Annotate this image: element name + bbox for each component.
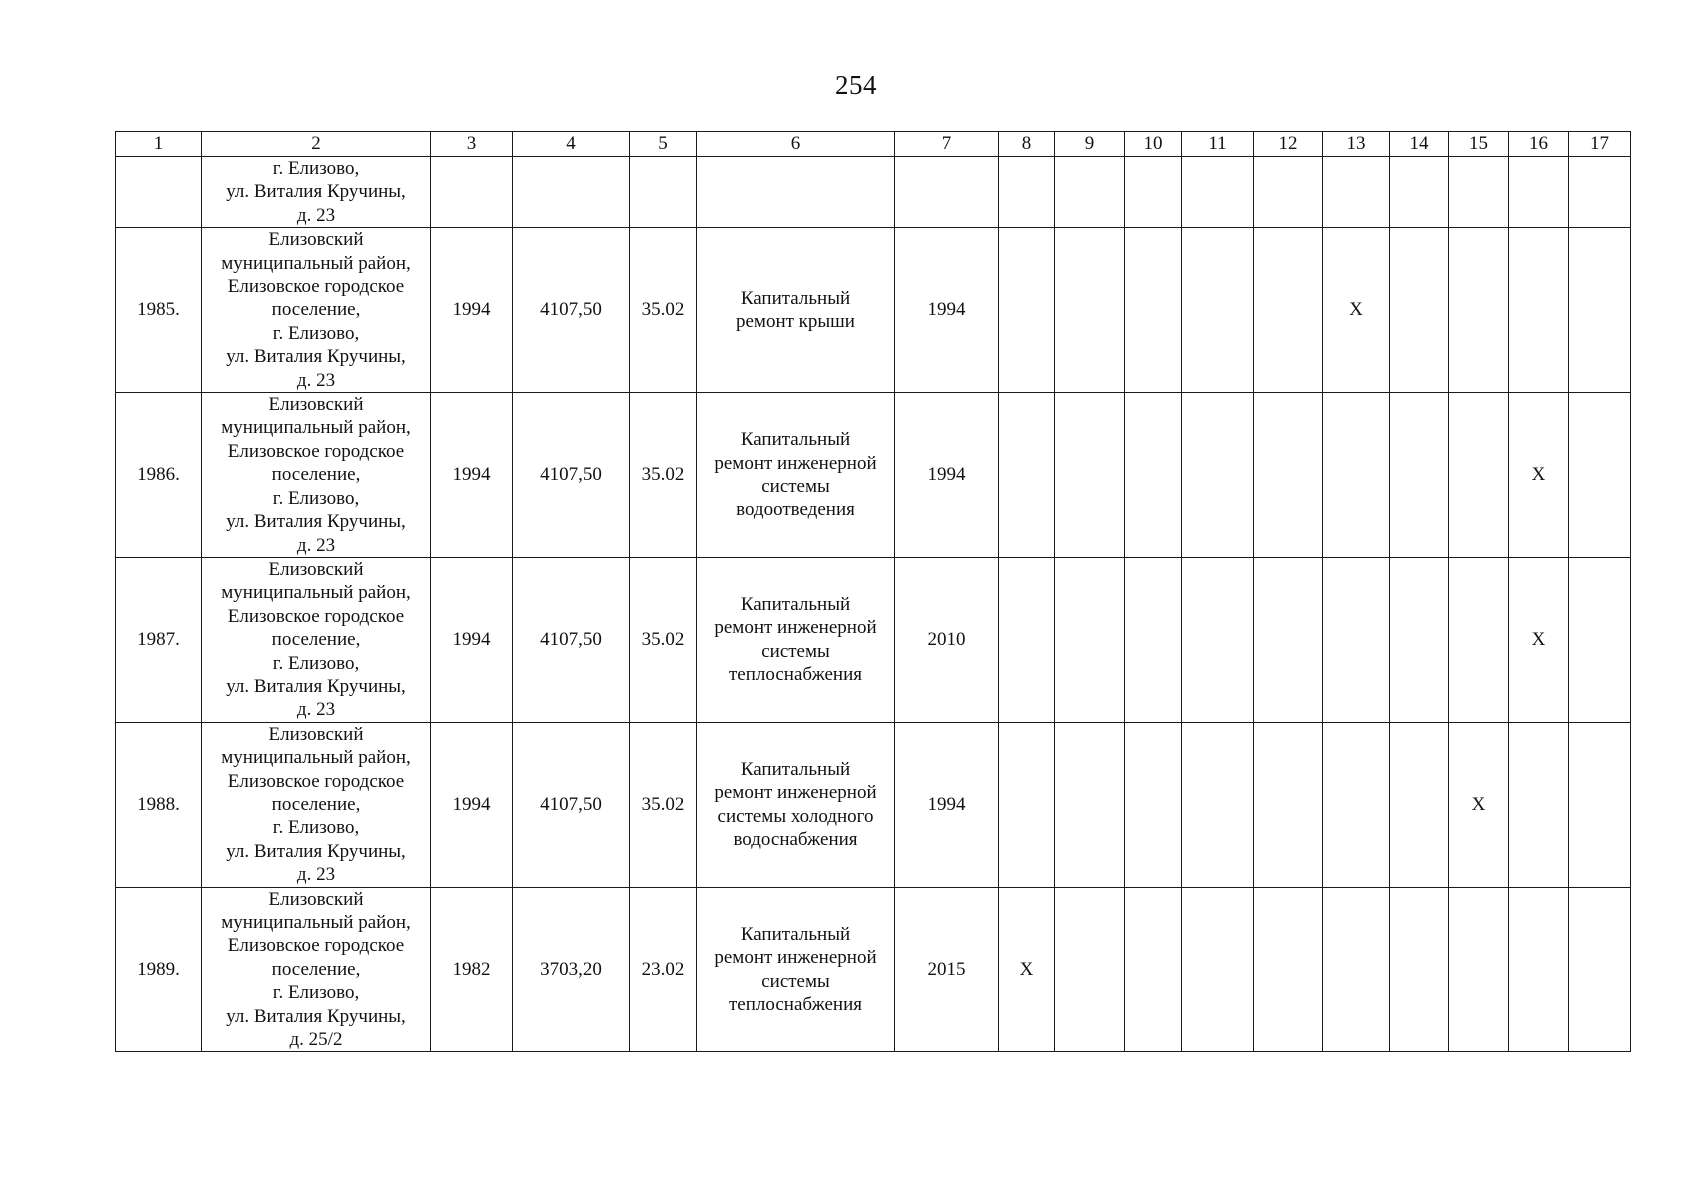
- cell-year-repair: 2010: [895, 557, 999, 722]
- cell-mark-col-15: [1449, 887, 1509, 1052]
- cell-mark-col-14: [1390, 228, 1449, 393]
- cell-work-type: Капитальный ремонт инженерной системы теплоснабжения: [697, 887, 895, 1052]
- cell-mark-col-8: [999, 557, 1055, 722]
- cell-mark-col-11: [1182, 393, 1254, 558]
- header-row: [116, 132, 1631, 157]
- cell-number: 1986.: [116, 393, 202, 558]
- cell-year-repair: 1994: [895, 228, 999, 393]
- column-header-12: 12: [1254, 132, 1323, 157]
- cell-mark-col-10: [1125, 722, 1182, 887]
- column-header-1: 1: [116, 132, 202, 157]
- cell-work-type: Капитальный ремонт инженерной системы теплоснабжения: [697, 557, 895, 722]
- column-header-4: 4: [513, 132, 630, 157]
- cell-mark-col-13: [1323, 887, 1390, 1052]
- column-header-6: 6: [697, 132, 895, 157]
- cell-mark-col-10: [1125, 887, 1182, 1052]
- page-number: 254: [835, 70, 877, 100]
- cell-work-type: Капитальный ремонт инженерной системы водоотведения: [697, 393, 895, 558]
- cell-mark-col-8: X: [999, 887, 1055, 1052]
- cell-address: Елизовский муниципальный район, Елизовское городское поселение, г. Елизово, ул. Виталия Кручины, д. 23: [202, 557, 431, 722]
- cell-mark-col-11: [1182, 557, 1254, 722]
- cell-number: 1989.: [116, 887, 202, 1052]
- cell-number: 1988.: [116, 722, 202, 887]
- cell-mark-col-13: [1323, 393, 1390, 558]
- cell-area: 4107,50: [513, 722, 630, 887]
- cell-mark-col-9: [1055, 557, 1125, 722]
- cell-mark-col-9: [1055, 393, 1125, 558]
- column-header-16: 16: [1509, 132, 1569, 157]
- cell-mark-col-9: [1055, 887, 1125, 1052]
- cell-mark-col-8: [999, 722, 1055, 887]
- cell-number: 1987.: [116, 557, 202, 722]
- cell-address: Елизовский муниципальный район, Елизовское городское поселение, г. Елизово, ул. Виталия Кручины, д. 25/2: [202, 887, 431, 1052]
- column-header-14: 14: [1390, 132, 1449, 157]
- column-header-8: 8: [999, 132, 1055, 157]
- cell-area: 4107,50: [513, 228, 630, 393]
- cell-year-built: 1994: [431, 393, 513, 558]
- repair-registry-table: [115, 131, 1631, 1052]
- cell-mark-col-17: [1569, 393, 1631, 558]
- cell-code: 35.02: [630, 228, 697, 393]
- cell-mark-col-14: [1390, 887, 1449, 1052]
- cell-address: Елизовский муниципальный район, Елизовское городское поселение, г. Елизово, ул. Виталия Кручины, д. 23: [202, 393, 431, 558]
- cell-code: 35.02: [630, 722, 697, 887]
- cell-year-built: 1982: [431, 887, 513, 1052]
- column-header-11: 11: [1182, 132, 1254, 157]
- cell-address: г. Елизово, ул. Виталия Кручины, д. 23: [202, 157, 431, 228]
- cell-mark-col-14: [1390, 722, 1449, 887]
- cell-mark-col-17: [1569, 228, 1631, 393]
- cell-code: 23.02: [630, 887, 697, 1052]
- column-header-15: 15: [1449, 132, 1509, 157]
- cell-mark-col-16: [1509, 887, 1569, 1052]
- cell-year-repair: 1994: [895, 393, 999, 558]
- cell-mark-col-9: [1055, 228, 1125, 393]
- cell-mark-col-15: [1449, 557, 1509, 722]
- cell-mark-col-9: [1055, 722, 1125, 887]
- cell-number: 1985.: [116, 228, 202, 393]
- cell-work-type: Капитальный ремонт инженерной системы холодного водоснабжения: [697, 722, 895, 887]
- table-row: [116, 393, 1631, 558]
- cell-mark-col-11: [1182, 228, 1254, 393]
- cell-mark-col-13: [1323, 722, 1390, 887]
- cell-area: 4107,50: [513, 557, 630, 722]
- column-header-7: 7: [895, 132, 999, 157]
- column-header-13: 13: [1323, 132, 1390, 157]
- cell-mark-col-8: [999, 228, 1055, 393]
- cell-mark-col-16: X: [1509, 393, 1569, 558]
- cell-mark-col-16: X: [1509, 557, 1569, 722]
- cell-year-repair: 2015: [895, 887, 999, 1052]
- table-row: [116, 557, 1631, 722]
- cell-mark-col-8: [999, 393, 1055, 558]
- cell-mark-col-12: [1254, 557, 1323, 722]
- cell-code: 35.02: [630, 557, 697, 722]
- cell-year-built: 1994: [431, 722, 513, 887]
- cell-mark-col-13: [1323, 557, 1390, 722]
- cell-mark-col-15: X: [1449, 722, 1509, 887]
- cell-year-built: 1994: [431, 557, 513, 722]
- cell-mark-col-16: [1509, 722, 1569, 887]
- cell-mark-col-13: X: [1323, 228, 1390, 393]
- cell-mark-col-17: [1569, 887, 1631, 1052]
- cell-mark-col-14: [1390, 557, 1449, 722]
- column-header-10: 10: [1125, 132, 1182, 157]
- column-header-9: 9: [1055, 132, 1125, 157]
- cell-mark-col-17: [1569, 722, 1631, 887]
- cell-code: 35.02: [630, 393, 697, 558]
- column-header-17: 17: [1569, 132, 1631, 157]
- cell-area: 4107,50: [513, 393, 630, 558]
- cell-mark-col-17: [1569, 557, 1631, 722]
- continuation-row: [116, 157, 1631, 228]
- cell-number: [116, 157, 202, 228]
- cell-mark-col-12: [1254, 393, 1323, 558]
- cell-address: Елизовский муниципальный район, Елизовское городское поселение, г. Елизово, ул. Виталия Кручины, д. 23: [202, 722, 431, 887]
- cell-mark-col-12: [1254, 887, 1323, 1052]
- column-header-3: 3: [431, 132, 513, 157]
- cell-mark-col-15: [1449, 393, 1509, 558]
- cell-mark-col-11: [1182, 722, 1254, 887]
- cell-address: Елизовский муниципальный район, Елизовское городское поселение, г. Елизово, ул. Виталия Кручины, д. 23: [202, 228, 431, 393]
- table-row: [116, 887, 1631, 1052]
- cell-mark-col-12: [1254, 722, 1323, 887]
- cell-year-repair: 1994: [895, 722, 999, 887]
- column-header-5: 5: [630, 132, 697, 157]
- cell-mark-col-12: [1254, 228, 1323, 393]
- cell-mark-col-15: [1449, 228, 1509, 393]
- cell-work-type: Капитальный ремонт крыши: [697, 228, 895, 393]
- cell-mark-col-14: [1390, 393, 1449, 558]
- cell-year-built: 1994: [431, 228, 513, 393]
- cell-mark-col-11: [1182, 887, 1254, 1052]
- table-row: [116, 228, 1631, 393]
- table-row: [116, 722, 1631, 887]
- cell-mark-col-10: [1125, 393, 1182, 558]
- cell-mark-col-10: [1125, 557, 1182, 722]
- cell-mark-col-10: [1125, 228, 1182, 393]
- column-header-2: 2: [202, 132, 431, 157]
- cell-mark-col-16: [1509, 228, 1569, 393]
- cell-area: 3703,20: [513, 887, 630, 1052]
